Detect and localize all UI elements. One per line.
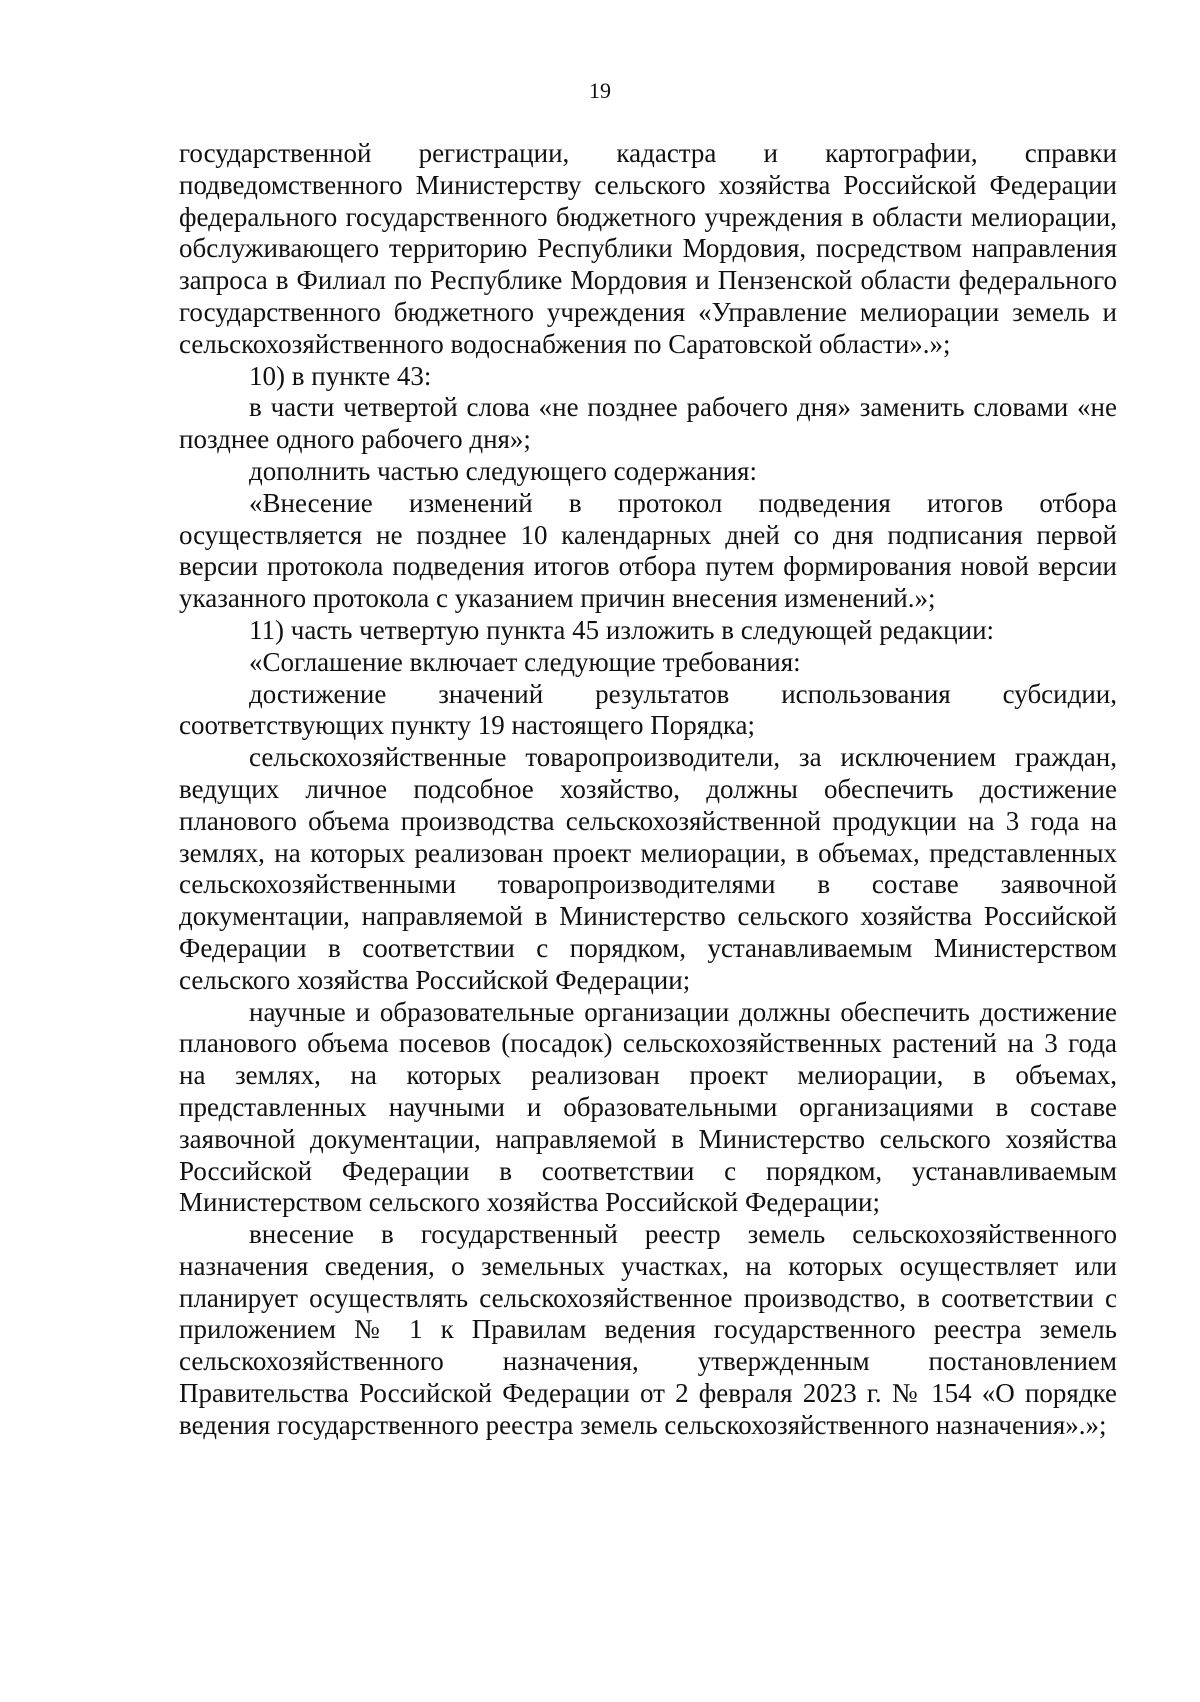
paragraph-state-register: внесение в государственный реестр земель сельскохозяйственного назначения сведения, о земельных участках, на которых осуществляет или планирует осуществлять сельскохозяйственное производство, в соответствии с приложением № 1 к Правилам ведения государственного реестра земель сельскохозяйственного назначения, утвержденным постановлением Правительства Российской Федерации от 2 февраля 2023 г. № 154 «О порядке ведения государственного реестра земель сельскохозяйственного назначения».»; (179, 1219, 1117, 1440)
paragraph-add-part: дополнить частью следующего содержания: (249, 455, 757, 486)
paragraph-scientific-organizations: научные и образовательные организации должны обеспечить достижение планового объема посевов (посадок) сельскохозяйственных растений на 3 года на землях, на которых реализован проект мелиорации, в объемах, представленных научными и образовательными организациями в составе заявочной документации, направляемой в Министерство сельского хозяйства Российской Федерации в соответствии с порядком, устанавливаемым Министерством сельского хозяйства Российской Федерации; (179, 996, 1117, 1218)
paragraph-registration-continuation: государственной регистрации, кадастра и картографии, справки подведомственного Министерству сельского хозяйства Российской Федерации федерального государственного бюджетного учреждения в области мелиорации, обслуживающего территорию Республики Мордовия, посредством направления запроса в Филиал по Республике Мордовия и Пензенской области федерального государственного бюджетного учреждения «Управление мелиорации земель и сельскохозяйственного водоснабжения по Саратовской области».»; (179, 138, 1117, 359)
document-body (179, 138, 1117, 1442)
page-number: 19 (589, 78, 611, 103)
paragraph-item-11-heading: 11) часть четвертую пункта 45 изложить в следующей редакции: (249, 614, 995, 645)
paragraph-item-10-heading: 10) в пункте 43: (249, 360, 432, 391)
paragraph-part-four-replacement: в части четвертой слова «не позднее рабочего дня» заменить словами «не позднее одного рабочего дня»; (179, 392, 1117, 455)
paragraph-subsidy-results: достижение значений результатов использования субсидии, соответствующих пункту 19 настоящего Порядка; (179, 678, 1117, 741)
paragraph-agricultural-producers: сельскохозяйственные товаропроизводители, за исключением граждан, ведущих личное подсобное хозяйство, должны обеспечить достижение планового объема производства сельскохозяйственной продукции на 3 года на землях, на которых реализован проект мелиорации, в объемах, представленных сельскохозяйственными товаропроизводителями в составе заявочной документации, направляемой в Министерство сельского хозяйства Российской Федерации в соответствии с порядком, устанавливаемым Министерством сельского хозяйства Российской Федерации; (179, 742, 1117, 995)
paragraph-agreement-requirements: «Соглашение включает следующие требования: (249, 646, 801, 677)
paragraph-protocol-changes: «Внесение изменений в протокол подведения итогов отбора осуществляется не позднее 10 календарных дней со дня подписания первой версии протокола подведения итогов отбора путем формирования новой версии указанного протокола с указанием причин внесения изменений.»; (179, 487, 1117, 614)
